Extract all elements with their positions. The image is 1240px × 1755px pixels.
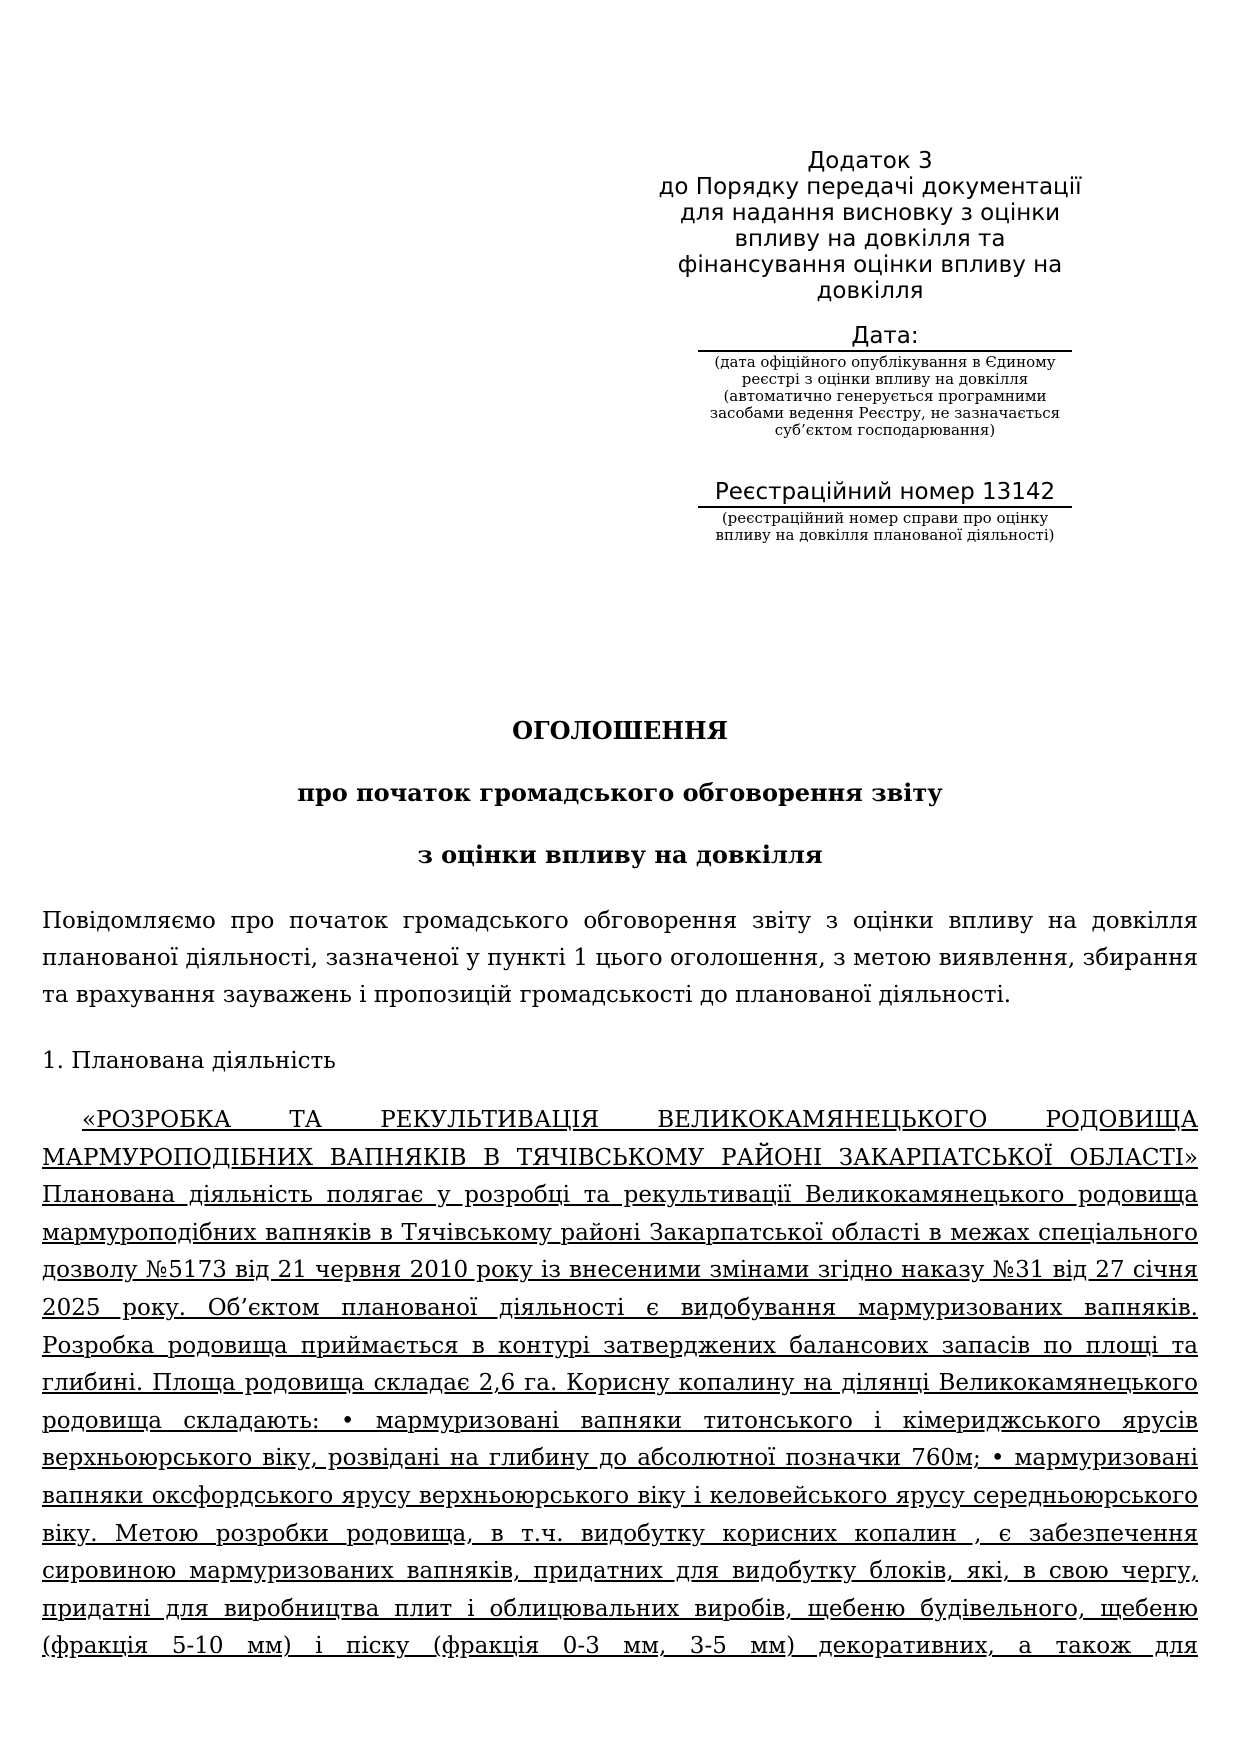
annex-line-1: до Порядку передачі документації xyxy=(658,174,1082,200)
intro-paragraph: Повідомляємо про початок громадського обговорення звіту з оцінки впливу на довкілля планованої діяльності, зазначеної у пункті 1 цього оголошення, з метою виявлення, збирання та врахування зауважень і пропозицій громадськості до планованої діяльності. xyxy=(42,908,1198,1008)
section-1-text: «РОЗРОБКА ТА РЕКУЛЬТИВАЦІЯ ВЕЛИКОКАМЯНЕЦЬКОГО РОДОВИЩА МАРМУРОПОДІБНИХ ВАПНЯКІВ В ТЯЧІВСЬКОМУ РАЙОНІ ЗАКАРПАТСЬКОЇ ОБЛАСТІ» Планована діяльність полягає у розробці та рекультивації Великокамянецького родовища мармуроподібних вапняків в Тячівському районі Закарпатської області в межах спеціального дозволу №5173 від 21 червня 2010 року із внесеними змінами згідно наказу №31 від 27 січня 2025 року. Об’єктом планованої діяльності є видобування мармуризованих вапняків. Розробка родовища приймається в контурі затверджених балансових запасів по площі та глибині. Площа родовища складає 2,6 га. Корисну копалину на ділянці Великокамянецького родовища складають: • мармуризовані вапняки титонського і кімериджського ярусів верхньоюрського віку, розвідані на глибину до абсолютної позначки 760м; • мармуризовані вапняки оксфордського ярусу верхньоюрського віку і келовейського ярусу середньоюрського віку. Метою розробки родовища, в т.ч. видобутку корисних копалин , є забезпечення сировиною мармуризованих вапняків, придатних для видобутку блоків, які, в свою чергу, придатні для виробництва плит і облицювальних виробів, щебеню будівельного, щебеню (фракція 5-10 мм) і піску (фракція 0-3 мм, 3-5 мм) декоративних, а також для xyxy=(42,1107,1198,1660)
date-note: (дата офіційного опублікування в Єдиному реєстрі з оцінки впливу на довкілля (автоматично генерується програмними засобами ведення Реєстру, не зазначається суб’єктом господарювання) xyxy=(709,353,1061,439)
announcement-subtitle-2: з оцінки впливу на довкілля xyxy=(417,840,823,869)
annex-title: Додаток 3 xyxy=(807,148,933,174)
annex-line-3: впливу на довкілля та xyxy=(734,226,1006,252)
registration-note: (реєстраційний номер справи про оцінку впливу на довкілля планованої діяльності) xyxy=(715,509,1055,544)
date-label: Дата: xyxy=(698,322,1072,352)
registration-block xyxy=(698,478,1072,544)
announcement-subtitle-1: про початок громадського обговорення звіту xyxy=(297,778,943,807)
announcement-title: ОГОЛОШЕННЯ xyxy=(512,716,728,745)
date-block xyxy=(698,322,1072,439)
registration-number: Реєстраційний номер 13142 xyxy=(698,478,1072,508)
annex-line-2: для надання висновку з оцінки xyxy=(679,200,1061,226)
annex-line-5: довкілля xyxy=(816,278,924,304)
section-1-heading: 1. Планована діяльність xyxy=(42,1048,336,1074)
annex-header xyxy=(650,148,1090,304)
annex-line-4: фінансування оцінки впливу на xyxy=(677,252,1063,278)
